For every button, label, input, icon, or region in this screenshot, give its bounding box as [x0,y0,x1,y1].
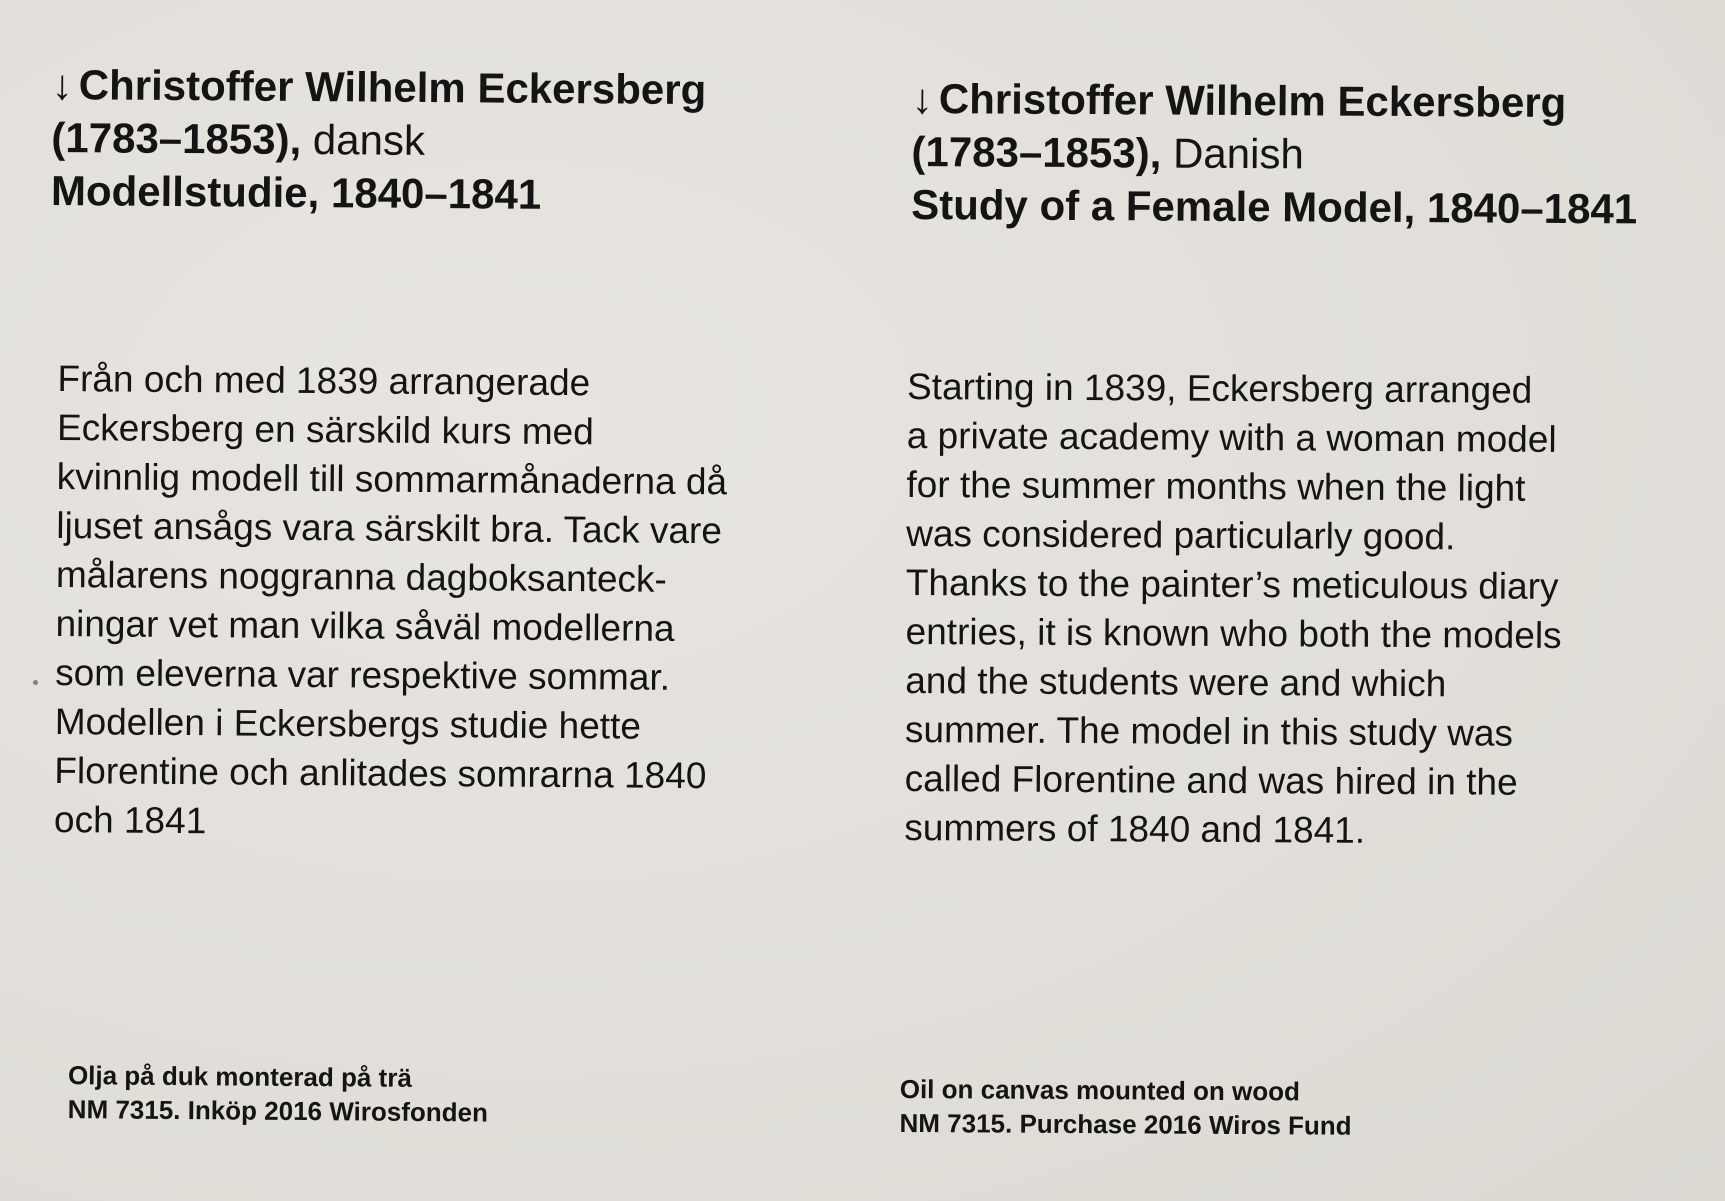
artist-nationality: dansk [312,116,426,164]
description-line: ningar vet man vilka såväl modellerna [55,603,675,649]
medium-text: Oil on canvas mounted on wood [899,1073,1301,1107]
artist-name: Christoffer Wilhelm Eckersberg [938,75,1567,126]
description-line: called Florentine and was hired in the [904,757,1518,803]
description-line: summer. The model in this study was [904,708,1514,754]
acquisition-text: NM 7315. Purchase 2016 Wiros Fund [899,1107,1352,1141]
description-line: och 1841 [53,799,207,842]
description-line: for the summer months when the light [906,463,1526,509]
swedish-credit [68,1058,489,1129]
artwork-title: Study of a Female Model, 1840–1841 [911,180,1638,233]
english-description [904,362,1563,856]
description-line: kvinnlig modell till sommarmånaderna då [56,456,728,503]
description-line: målarens noggranna dagboksanteck- [55,554,667,600]
description-line: was considered particularly good. [906,512,1456,558]
artist-name: Christoffer Wilhelm Eckersberg [78,61,707,114]
paper-speck [33,680,38,685]
description-line: ljuset ansågs vara särskilt bra. Tack vare [56,505,723,552]
description-line: Florentine och anlitades somrarna 1840 [54,750,707,797]
description-line: Modellen i Eckersbergs studie hette [54,701,642,747]
description-line: Från och med 1839 arrangerade [57,358,591,404]
artist-dates: (1783–1853), [911,127,1162,177]
medium-text: Olja på duk monterad på trä [67,1060,412,1093]
down-arrow-icon: ↓ [51,60,73,109]
description-line: summers of 1840 and 1841. [904,806,1366,851]
swedish-description [54,354,728,849]
swedish-label [50,58,852,1128]
artist-nationality: Danish [1172,129,1304,178]
swedish-heading [51,58,852,223]
description-line: Eckersberg en särskild kurs med [56,407,594,453]
description-line: a private academy with a woman model [906,414,1557,460]
acquisition-text: NM 7315. Inköp 2016 Wirosfonden [67,1094,489,1128]
description-line: Starting in 1839, Eckersberg arranged [906,365,1533,411]
artist-dates: (1783–1853), [51,113,302,163]
artwork-title: Modellstudie, 1840–1841 [50,166,542,218]
description-line: Thanks to the painter’s meticulous diary [905,561,1559,607]
description-line: and the students were and which [905,659,1447,705]
description-line: som eleverna var respektive sommar. [55,652,671,698]
english-credit [899,1072,1351,1143]
english-label [899,72,1702,1141]
english-heading [911,72,1702,236]
down-arrow-icon: ↓ [911,74,933,123]
description-line: entries, it is known who both the models [905,610,1562,656]
